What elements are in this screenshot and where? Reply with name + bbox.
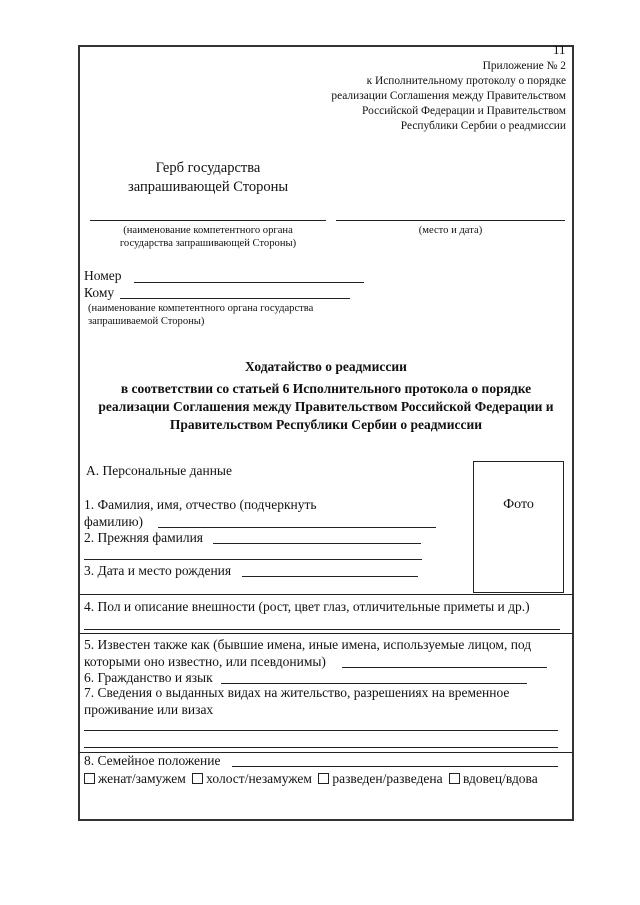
option-label: вдовец/вдова bbox=[462, 771, 538, 786]
caption-line: (наименование компетентного органа государства bbox=[88, 303, 314, 314]
marital-status-field[interactable] bbox=[232, 766, 558, 767]
caption-line: (наименование компетентного органа bbox=[123, 225, 293, 236]
option-single[interactable] bbox=[192, 771, 312, 787]
item-5-label-cont: которыми оно известно, или псевдонимы) bbox=[84, 654, 326, 669]
appendix-line: Республики Сербии о реадмиссии bbox=[400, 120, 566, 132]
separator bbox=[79, 633, 573, 634]
photo-box[interactable] bbox=[473, 461, 564, 593]
appendix-line: Приложение № 2 bbox=[482, 60, 566, 72]
option-widowed[interactable] bbox=[449, 771, 538, 787]
aliases-field[interactable] bbox=[342, 667, 547, 668]
place-date-line[interactable] bbox=[336, 220, 565, 221]
checkbox-widowed[interactable] bbox=[449, 773, 460, 784]
to-field[interactable] bbox=[120, 298, 350, 299]
option-label: женат/замужем bbox=[98, 771, 186, 786]
page-number: 11 bbox=[553, 42, 566, 57]
item-6-label: 6. Гражданство и язык bbox=[84, 670, 213, 685]
appendix-line: Российской Федерации и Правительством bbox=[362, 105, 566, 117]
separator bbox=[79, 594, 573, 595]
residence-permits-field-extra[interactable] bbox=[84, 747, 558, 748]
appendix-line: реализации Соглашения между Правительством bbox=[331, 90, 566, 102]
item-2-label: 2. Прежняя фамилия bbox=[84, 530, 204, 545]
document-title: Ходатайство о реадмиссии bbox=[245, 359, 407, 374]
item-3-label: 3. Дата и место рождения bbox=[84, 563, 232, 578]
authority-caption bbox=[92, 224, 324, 250]
checkbox-married[interactable] bbox=[84, 773, 95, 784]
subtitle-line: в соответствии со статьей 6 Исполнительного протокола о порядке bbox=[120, 381, 532, 396]
item-7-label: 7. Сведения о выданных видах на жительство, разрешениях на временное bbox=[84, 685, 510, 700]
option-married[interactable] bbox=[84, 771, 186, 787]
item-4-label: 4. Пол и описание внешности (рост, цвет глаз, отличительные приметы и др.) bbox=[84, 599, 530, 614]
subtitle-line: Правительством Республики Сербии о реадмиссии bbox=[169, 417, 483, 432]
previous-surname-field[interactable] bbox=[213, 543, 421, 544]
citizenship-language-field[interactable] bbox=[221, 683, 527, 684]
caption-line: государства запрашивающей Стороны) bbox=[119, 238, 297, 249]
option-label: разведен/разведена bbox=[332, 771, 443, 786]
number-field[interactable] bbox=[134, 282, 364, 283]
checkbox-divorced[interactable] bbox=[318, 773, 329, 784]
full-name-field[interactable] bbox=[158, 527, 436, 528]
section-a-heading: А. Персональные данные bbox=[86, 463, 232, 478]
emblem-caption-line: запрашивающей Стороны bbox=[128, 179, 289, 195]
item-1-label: 1. Фамилия, имя, отчество (подчеркнуть bbox=[84, 497, 317, 512]
document-subtitle bbox=[79, 380, 573, 434]
caption-line: запрашиваемой Стороны) bbox=[88, 316, 205, 327]
marital-options bbox=[84, 771, 541, 787]
appendix-line: к Исполнительному протоколу о порядке bbox=[366, 75, 566, 87]
appendix-block bbox=[331, 59, 566, 134]
item-5-label: 5. Известен также как (бывшие имена, иные имена, используемые лицом, под bbox=[84, 637, 532, 652]
birth-date-place-field[interactable] bbox=[242, 576, 418, 577]
authority-line[interactable] bbox=[90, 220, 326, 221]
emblem-caption-line: Герб государства bbox=[155, 160, 261, 176]
emblem-caption bbox=[128, 159, 288, 197]
item-7-label-cont: проживание или визах bbox=[84, 702, 214, 717]
subtitle-line: реализации Соглашения между Правительством Российской Федерации и bbox=[98, 399, 554, 414]
option-label: холост/незамужем bbox=[206, 771, 312, 786]
item-1-label-cont: фамилию) bbox=[84, 514, 144, 529]
to-label: Кому bbox=[84, 285, 115, 300]
residence-permits-field[interactable] bbox=[84, 730, 558, 731]
item-8-label: 8. Семейное положение bbox=[84, 753, 221, 768]
option-divorced[interactable] bbox=[318, 771, 442, 787]
photo-label: Фото bbox=[503, 497, 534, 512]
number-label: Номер bbox=[84, 268, 122, 283]
appearance-field[interactable] bbox=[84, 629, 560, 630]
checkbox-single[interactable] bbox=[192, 773, 203, 784]
requested-authority-caption bbox=[88, 302, 313, 328]
place-date-caption: (место и дата) bbox=[418, 225, 483, 236]
previous-surname-field-extra[interactable] bbox=[84, 559, 422, 560]
